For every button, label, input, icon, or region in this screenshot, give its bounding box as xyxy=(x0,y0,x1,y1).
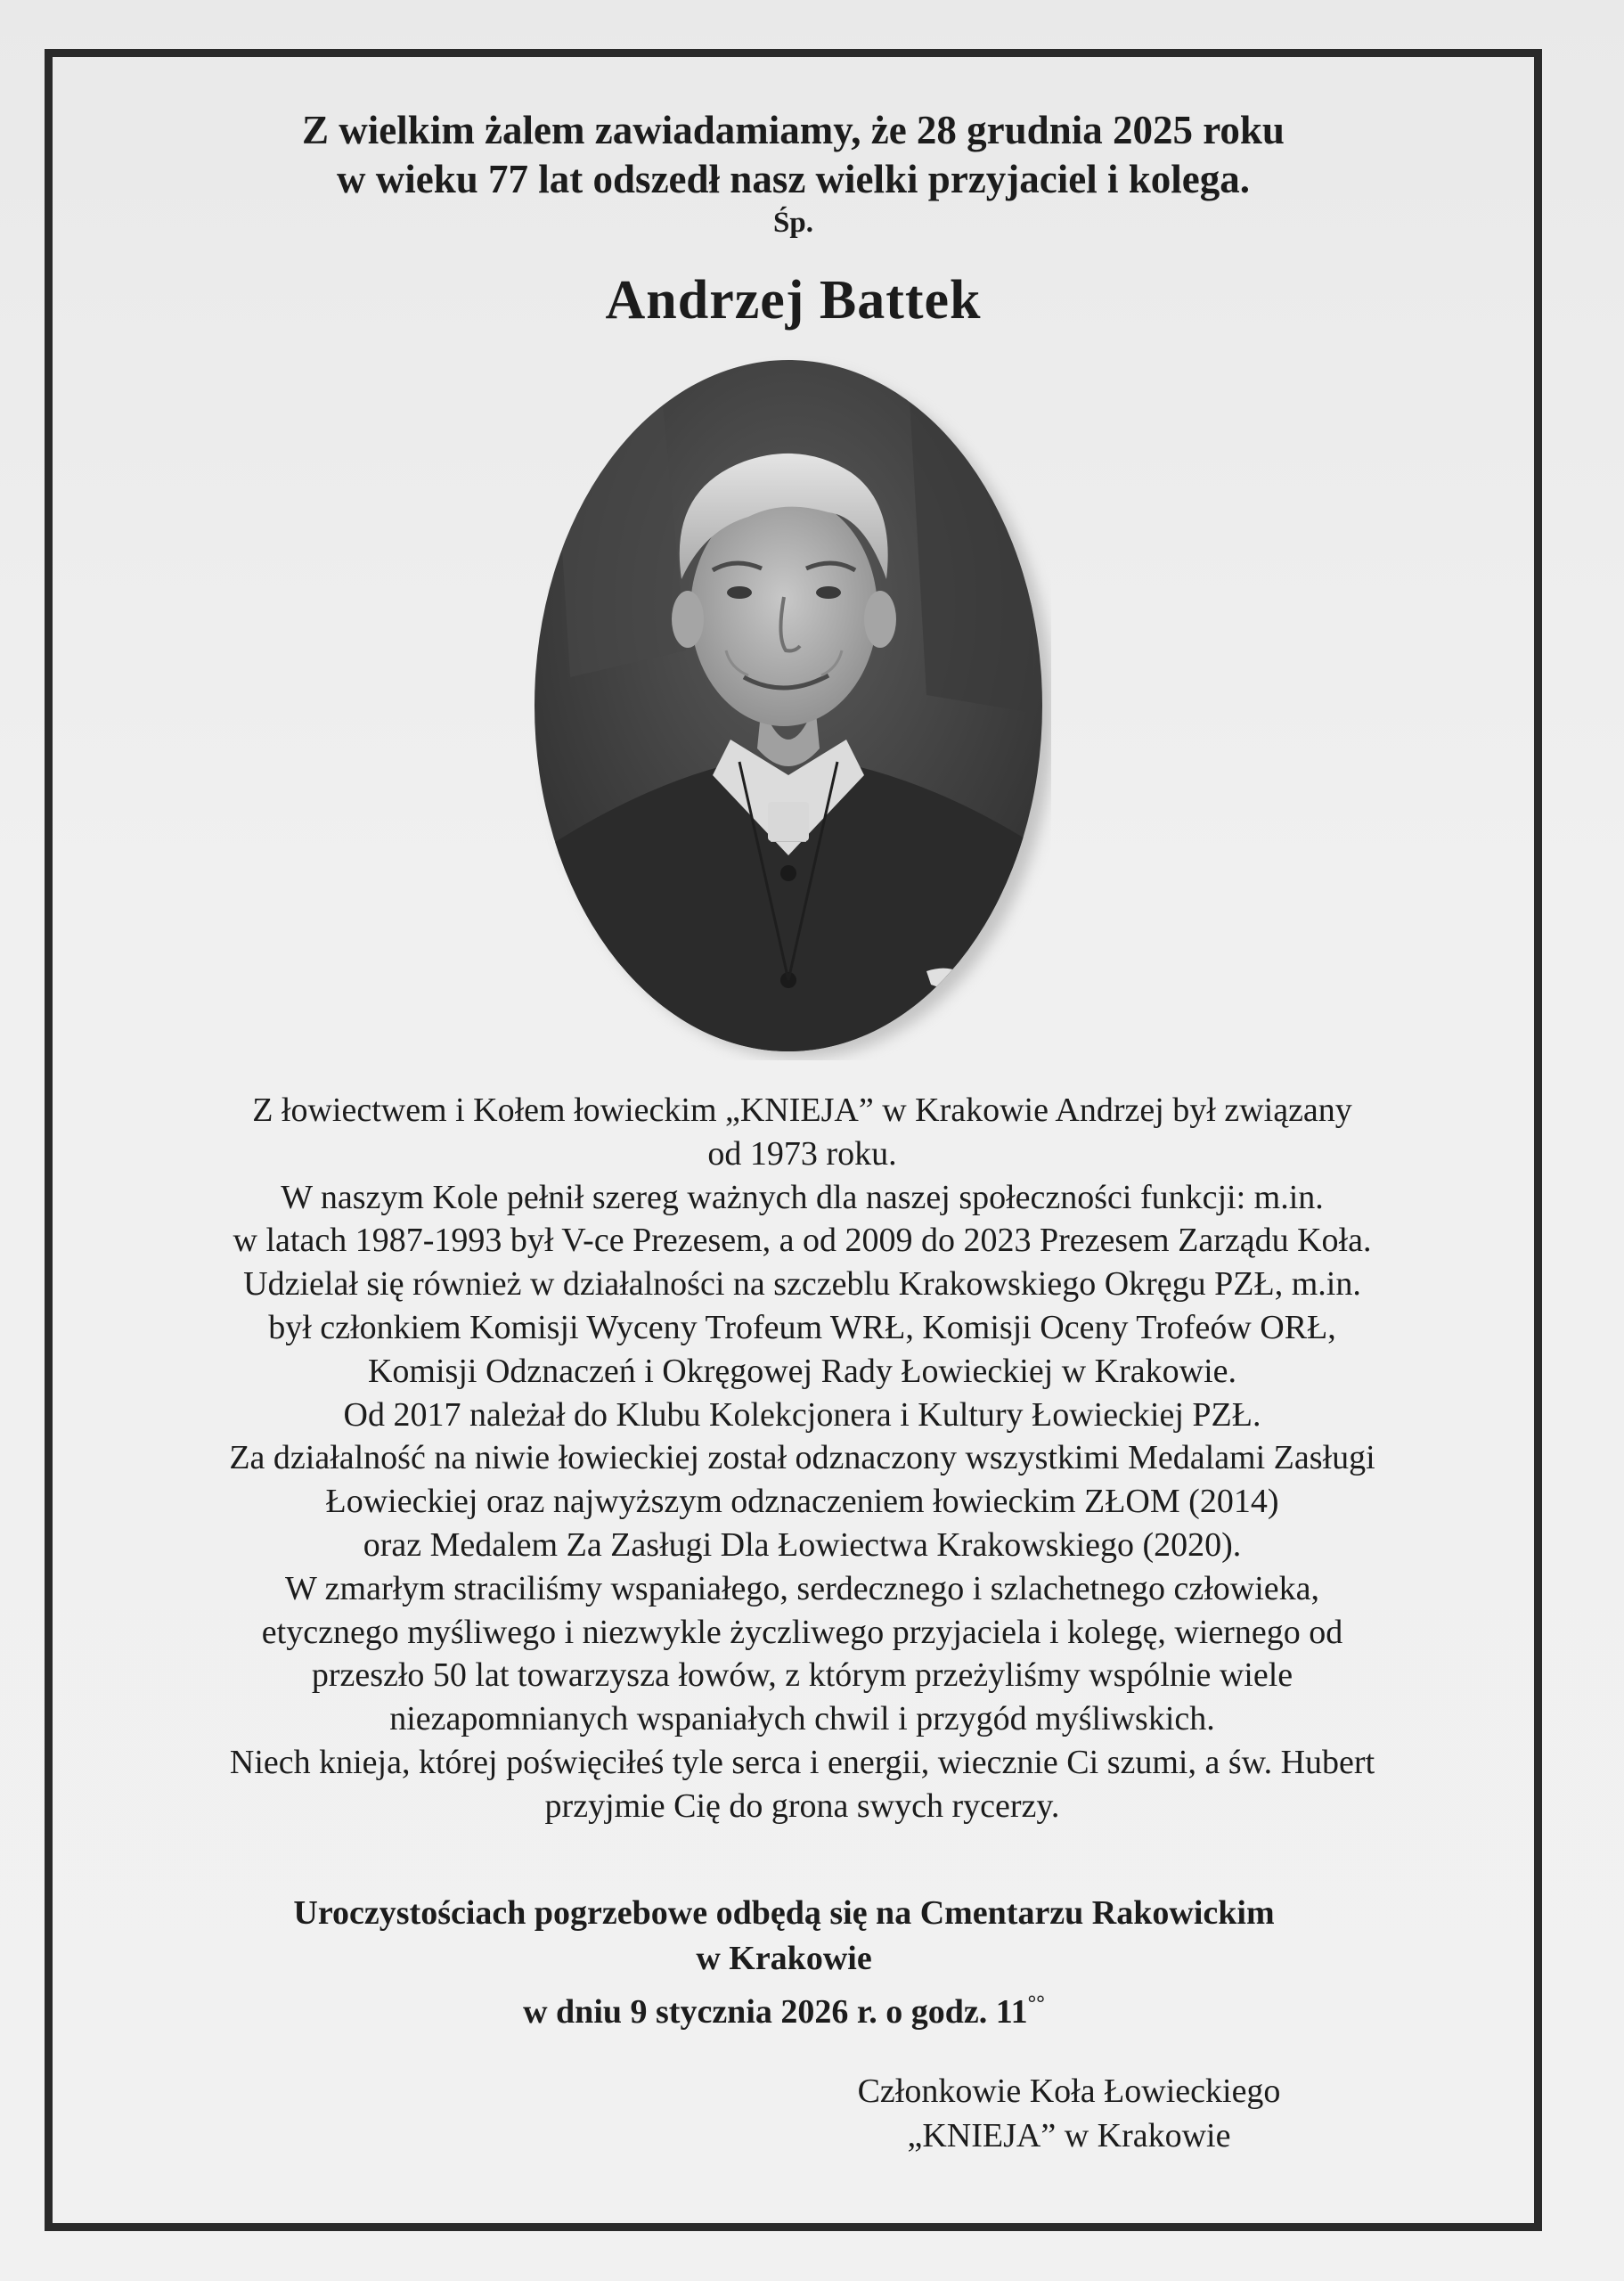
bio-line: od 1973 roku. xyxy=(707,1134,897,1173)
funeral-announcement xyxy=(53,1891,1514,2035)
funeral-city-line: w Krakowie xyxy=(696,1940,872,1977)
bio-line: niezapomnianych wspaniałych chwil i przygód myśliwskich. xyxy=(389,1700,1215,1738)
bio-line: Udzielał się również w działalności na szczeblu Krakowskiego Okręgu PZŁ, m.in. xyxy=(243,1265,1361,1304)
bio-line: Niech knieja, której poświęciłeś tyle serca i energii, wiecznie Ci szumi, a św. Hubert xyxy=(229,1743,1375,1781)
announcement-line-1: Z wielkim żalem zawiadamiamy, że 28 grudnia 2025 roku xyxy=(302,108,1285,152)
bio-line: W zmarłym straciliśmy wspaniałego, serdecznego i szlachetnego człowieka, xyxy=(284,1569,1320,1607)
bio-line: etycznego myśliwego i niezwykle życzliwego przyjaciela i kolegę, wiernego od xyxy=(261,1613,1343,1651)
bio-line: przyjmie Cię do grona swych rycerzy. xyxy=(544,1786,1060,1825)
bio-line: Łowieckiej oraz najwyższym odznaczeniem łowieckim ZŁOM (2014) xyxy=(325,1483,1279,1521)
bio-line: Z łowiectwem i Kołem łowieckim „KNIEJA” w Krakowie Andrzej był związany xyxy=(252,1091,1352,1129)
deceased-name: Andrzej Battek xyxy=(605,270,982,331)
funeral-time-minutes: °° xyxy=(1027,1992,1045,2015)
signature-line-2: „KNIEJA” w Krakowie xyxy=(907,2117,1231,2154)
funeral-date-text: w dniu 9 stycznia 2026 r. o godz. 11 xyxy=(523,1993,1028,2031)
funeral-date-line xyxy=(53,1982,1514,2035)
bio-line: oraz Medalem Za Zasługi Dla Łowiectwa Krakowskiego (2020). xyxy=(363,1525,1242,1564)
bio-line: Od 2017 należał do Klubu Kolekcjonera i Kultury Łowieckiej PZŁ. xyxy=(343,1395,1261,1434)
bio-line: przeszło 50 lat towarzysza łowów, z którym przeżyliśmy wspólnie wiele xyxy=(311,1656,1293,1695)
announcement-line-2: w wieku 77 lat odszedł nasz wielki przyjaciel i kolega. xyxy=(337,157,1250,201)
biography-text xyxy=(53,1089,1551,1828)
sp-abbreviation: Śp. xyxy=(773,207,813,239)
funeral-location-line: Uroczystościach pogrzebowe odbędą się na Cmentarzu Rakowickim xyxy=(293,1894,1275,1932)
bio-line: w latach 1987-1993 był V-ce Prezesem, a od 2009 do 2023 Prezesem Zarządu Koła. xyxy=(233,1222,1372,1260)
signature-block xyxy=(748,2069,1390,2158)
portrait-illustration xyxy=(535,356,1051,1060)
bio-line: Za działalność na niwie łowieckiej został odznaczony wszystkimi Medalami Zasługi xyxy=(229,1439,1375,1477)
bio-line: W naszym Kole pełnił szereg ważnych dla naszej społeczności funkcji: m.in. xyxy=(281,1178,1324,1216)
signature-line-1: Członkowie Koła Łowieckiego xyxy=(857,2073,1281,2110)
bio-line: Komisji Odznaczeń i Okręgowej Rady Łowieckiej w Krakowie. xyxy=(367,1352,1237,1390)
portrait-photo xyxy=(535,356,1051,1060)
bio-line: był członkiem Komisji Wyceny Trofeum WRŁ, Komisji Oceny Trofeów ORŁ, xyxy=(268,1308,1336,1346)
